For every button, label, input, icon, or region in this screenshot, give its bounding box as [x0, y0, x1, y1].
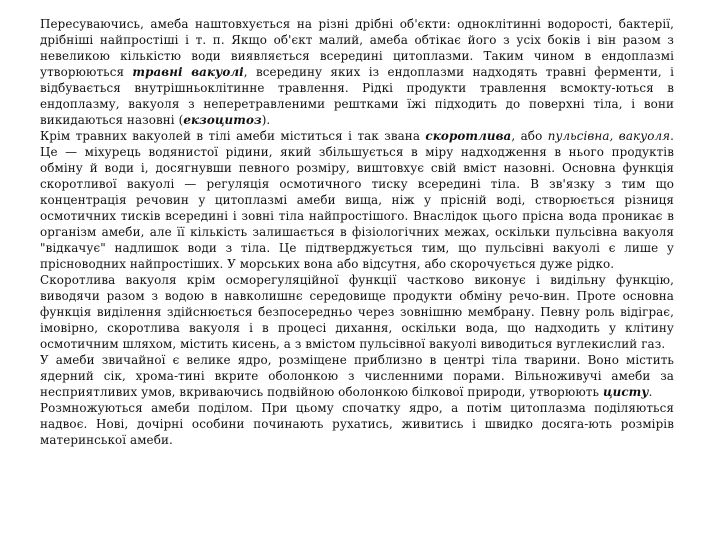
- term-contractile: скоротлива: [425, 129, 512, 143]
- text-fragment: Крім травних вакуолей в тілі амеби міститься і так звана: [40, 129, 426, 143]
- text-fragment: ).: [261, 113, 271, 127]
- paragraph-excretion: [40, 272, 674, 352]
- text-fragment: Скоротлива вакуоля крім осморегуляційної функції частково виконує і видільну функцію, виводячи разом з водою в навколишнє середовище продукти обміну речо-вин. Проте основна функція виділення здійснюється безпосередньо через зовнішню мембрану. Певну роль відіграє, імовірно, скоротлива вакуоля і в процесі дихання, оскільки вода, що надходить у клітину осмотичним шляхом, містить кисень, а з вмістом пульсівної вакуолі виводиться вуглекислий газ.: [40, 273, 674, 351]
- paragraph-reproduction: [40, 400, 674, 448]
- text-fragment: . Це — міхурець водянистої рідини, який збільшується в міру надходження в нього продуктів обміну й води і, досягнувши певного розміру, виштовхує свій вміст назовні. Основна функція скоротливої вакуолі — регуляція осмотичного тиску всередині тіла. В зв'язку з тим що концентрація речовин у цитоплазмі амеби вища, ніж у прісній воді, створюється різниця осмотичних тисків всередині і зовні тіла найпростішого. Внаслідок цього прісна вода проникає в організм амеби, але її кількість залишається в фізіологічних межах, оскільки пульсівна вакуоля "відкачує" надлишок води з тіла. Це підтверджується тим, що пульсівні вакуолі є лише у прісноводних найпростіших. У морських вона або відсутня, або скорочується дуже рідко.: [40, 129, 674, 271]
- paragraph-contractile-vacuole: [40, 128, 674, 272]
- term-digestive-vacuoles: травні вакуолі: [132, 65, 244, 79]
- text-fragment: , всередину яких із ендоплазми надходять травні ферменти, і відбувається внутрішньоклітинне травлення. Рідкі продукти травлення всмокту-ються в ендоплазму, вакуоля з неперетравленими рештками їжі підходить до поверхні тіла, і вони викидаються назовні (: [40, 65, 674, 127]
- term-cyst: цисту: [602, 385, 649, 399]
- term-exocytosis: екзоцитоз: [183, 113, 262, 127]
- text-fragment: .: [648, 385, 653, 399]
- term-pulsating-vacuole: пульсівна, вакуоля: [547, 129, 671, 143]
- text-fragment: У амеби звичайної є велике ядро, розміщене приблизно в центрі тіла тварини. Воно містить ядерний сік, хрома-тині вкрите оболонкою з численними порами. Вільноживучі амеби за несприятливих умов, вкриваючись подвійною оболонкою білкової природи, утворюють: [40, 353, 674, 399]
- text-fragment: Розмножуються амеби поділом. При цьому спочатку ядро, а потім цитоплазма поділяються надвоє. Нові, дочірні особини починають рухатись, живитись і швидко досяга-ють розмірів материнської амеби.: [40, 401, 674, 447]
- text-fragment: , або: [511, 129, 548, 143]
- document-page: [40, 16, 674, 516]
- paragraph-nucleus: [40, 352, 674, 400]
- text-fragment: Пересуваючись, амеба наштовхується на різні дрібні об'єкти: одноклітинні водорості, бактерії, дрібніші найпростіші і т. п. Якщо об'єкт малий, амеба обтікає його з усіх боків і він разом з невеликою кількістю води виявляється всередині цитоплазми. Таким чином в ендоплазмі утворюються: [40, 17, 674, 79]
- paragraph-digestion: [40, 16, 674, 128]
